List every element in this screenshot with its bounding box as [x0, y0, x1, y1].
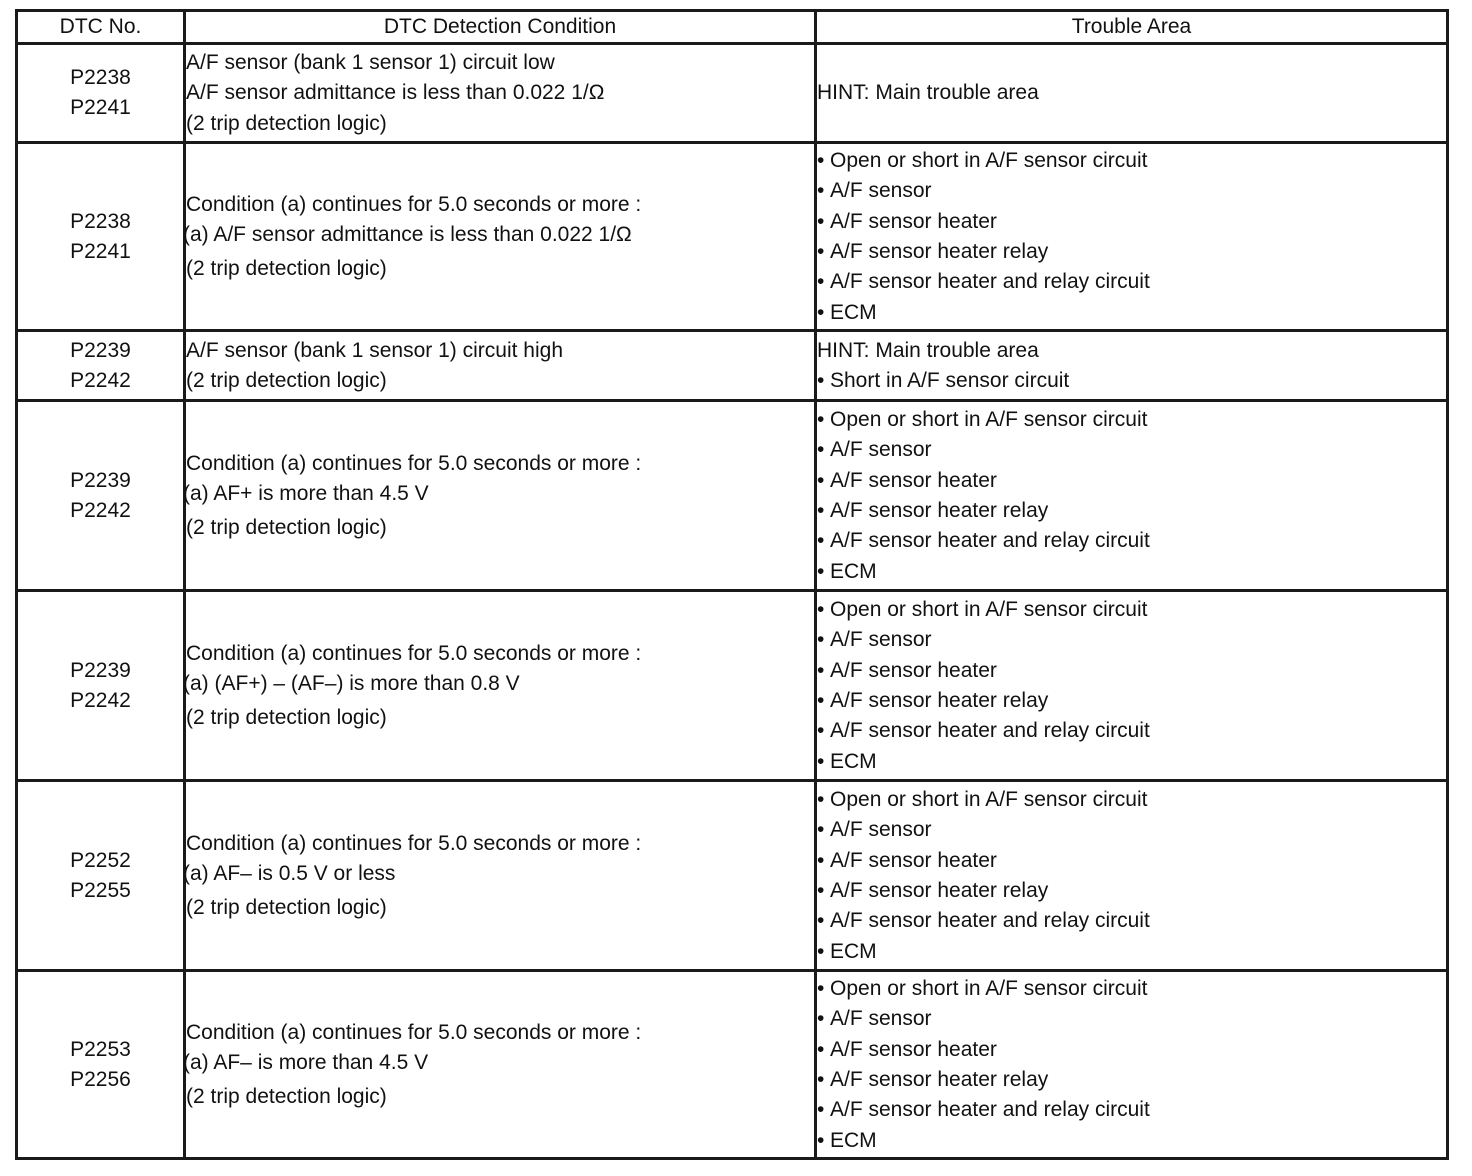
trouble-item: • A/F sensor heater [817, 1035, 1446, 1065]
trouble-area-cell [816, 781, 1448, 971]
bullet-icon: • [817, 688, 825, 712]
trouble-item: • A/F sensor [817, 435, 1446, 465]
bullet-icon: • [817, 368, 825, 392]
trouble-item: • A/F sensor heater relay [817, 686, 1446, 716]
dtc-code: P2239 [70, 338, 131, 362]
trouble-item: • A/F sensor heater relay [817, 1065, 1446, 1095]
header-dtc-no: DTC No. [17, 11, 185, 44]
table-row [17, 591, 1448, 781]
trouble-area-cell [816, 401, 1448, 591]
bullet-icon: • [817, 818, 825, 842]
trouble-item: • A/F sensor [817, 1004, 1446, 1034]
bullet-icon: • [817, 1098, 825, 1122]
dtc-codes-cell [17, 591, 185, 781]
table-row [17, 331, 1448, 401]
dtc-code: P2242 [70, 498, 131, 522]
condition-line: (2 trip detection logic) [186, 111, 387, 135]
table-row [17, 401, 1448, 591]
trouble-item: • ECM [817, 747, 1446, 777]
trouble-item: • A/F sensor heater and relay circuit [817, 906, 1446, 936]
trouble-item: • Open or short in A/F sensor circuit [817, 146, 1446, 176]
dtc-code: P2238 [70, 66, 131, 89]
table-row [17, 971, 1448, 1159]
bullet-icon: • [817, 658, 825, 682]
trouble-item: • A/F sensor heater relay [817, 496, 1446, 526]
bullet-icon: • [817, 1128, 825, 1152]
trouble-area-cell [816, 591, 1448, 781]
bullet-icon: • [817, 209, 825, 233]
condition-line: (a) A/F sensor admittance is less than 0.022 1/Ω [183, 223, 632, 247]
bullet-icon: • [817, 438, 825, 462]
trouble-item: • A/F sensor heater relay [817, 237, 1446, 267]
dtc-code: P2239 [70, 658, 131, 682]
dtc-code: P2255 [70, 878, 131, 902]
trouble-item: • A/F sensor heater [817, 846, 1446, 876]
header-trouble-area: Trouble Area [816, 11, 1448, 44]
dtc-code: P2256 [70, 1067, 131, 1091]
dtc-code: P2241 [70, 239, 131, 263]
trouble-item: • A/F sensor heater and relay circuit [817, 267, 1446, 297]
trouble-area-cell [816, 143, 1448, 331]
condition-line: (2 trip detection logic) [186, 515, 387, 539]
bullet-icon: • [817, 939, 825, 963]
bullet-icon: • [817, 909, 825, 933]
bullet-icon: • [817, 1067, 825, 1091]
condition-line: A/F sensor (bank 1 sensor 1) circuit low [186, 50, 555, 74]
dtc-code: P2252 [70, 848, 131, 872]
table-row [17, 143, 1448, 331]
bullet-icon: • [817, 749, 825, 773]
condition-line: (2 trip detection logic) [186, 1084, 387, 1108]
trouble-item: • A/F sensor heater [817, 656, 1446, 686]
detection-condition-cell [185, 331, 816, 401]
dtc-code: P2242 [70, 688, 131, 712]
table-row [17, 781, 1448, 971]
bullet-icon: • [817, 787, 825, 811]
condition-line: (2 trip detection logic) [186, 705, 387, 729]
detection-condition-cell [185, 781, 816, 971]
detection-condition-cell [185, 143, 816, 331]
trouble-item: • A/F sensor [817, 625, 1446, 655]
trouble-item: • A/F sensor heater and relay circuit [817, 1095, 1446, 1125]
condition-line: Condition (a) continues for 5.0 seconds or more : [186, 1020, 642, 1044]
trouble-item: • A/F sensor heater and relay circuit [817, 526, 1446, 556]
dtc-code: P2241 [70, 96, 131, 120]
dtc-codes-cell [17, 44, 185, 143]
header-detection-condition: DTC Detection Condition [185, 11, 816, 44]
dtc-code: P2253 [70, 1037, 131, 1061]
trouble-item: • A/F sensor [817, 176, 1446, 206]
bullet-icon: • [817, 239, 825, 263]
trouble-item: • Open or short in A/F sensor circuit [817, 405, 1446, 435]
trouble-area-cell [816, 44, 1448, 143]
condition-line: A/F sensor admittance is less than 0.022 1/Ω [186, 81, 605, 105]
trouble-item: • ECM [817, 937, 1446, 967]
bullet-icon: • [817, 597, 825, 621]
trouble-item: • Open or short in A/F sensor circuit [817, 595, 1446, 625]
bullet-icon: • [817, 407, 825, 431]
condition-line: (2 trip detection logic) [186, 368, 387, 392]
trouble-item: • ECM [817, 557, 1446, 587]
dtc-code: P2239 [70, 468, 131, 492]
bullet-icon: • [817, 468, 825, 492]
detection-condition-cell [185, 971, 816, 1159]
dtc-codes-cell [17, 401, 185, 591]
trouble-area-cell [816, 971, 1448, 1159]
dtc-codes-cell [17, 971, 185, 1159]
trouble-item: • A/F sensor heater relay [817, 876, 1446, 906]
trouble-item: • ECM [817, 1126, 1446, 1156]
bullet-icon: • [817, 878, 825, 902]
bullet-icon: • [817, 270, 825, 294]
condition-line: (a) AF+ is more than 4.5 V [183, 482, 429, 506]
condition-line: Condition (a) continues for 5.0 seconds or more : [186, 641, 642, 665]
bullet-icon: • [817, 179, 825, 203]
bullet-icon: • [817, 300, 825, 324]
bullet-icon: • [817, 1007, 825, 1031]
detection-condition-cell [185, 591, 816, 781]
detection-condition-cell [185, 401, 816, 591]
table-header-row [17, 11, 1448, 44]
bullet-icon: • [817, 1037, 825, 1061]
trouble-item: • A/F sensor [817, 815, 1446, 845]
bullet-icon: • [817, 848, 825, 872]
bullet-icon: • [817, 719, 825, 743]
detection-condition-cell [185, 44, 816, 143]
trouble-item: • Short in A/F sensor circuit [817, 366, 1446, 396]
bullet-icon: • [817, 498, 825, 522]
table-row [17, 44, 1448, 143]
dtc-codes-cell [17, 781, 185, 971]
trouble-item: • ECM [817, 298, 1446, 328]
dtc-code: P2238 [70, 209, 131, 233]
dtc-table [15, 9, 1449, 1160]
bullet-icon: • [817, 628, 825, 652]
condition-line: (a) AF– is 0.5 V or less [183, 862, 396, 886]
condition-line: (2 trip detection logic) [186, 256, 387, 280]
condition-line: (2 trip detection logic) [186, 895, 387, 919]
condition-line: Condition (a) continues for 5.0 seconds or more : [186, 451, 642, 475]
hint-text: HINT: Main trouble area [817, 338, 1039, 362]
bullet-icon: • [817, 529, 825, 553]
condition-line: (a) (AF+) – (AF–) is more than 0.8 V [183, 672, 520, 696]
trouble-item: • A/F sensor heater [817, 466, 1446, 496]
condition-line: A/F sensor (bank 1 sensor 1) circuit high [186, 338, 563, 362]
hint-text: HINT: Main trouble area [817, 81, 1039, 105]
condition-line: Condition (a) continues for 5.0 seconds or more : [186, 192, 642, 216]
bullet-icon: • [817, 559, 825, 583]
trouble-item: • A/F sensor heater and relay circuit [817, 716, 1446, 746]
trouble-item: • A/F sensor heater [817, 207, 1446, 237]
trouble-item: • Open or short in A/F sensor circuit [817, 785, 1446, 815]
dtc-code: P2242 [70, 368, 131, 392]
trouble-item: • Open or short in A/F sensor circuit [817, 974, 1446, 1004]
dtc-codes-cell [17, 331, 185, 401]
condition-line: (a) AF– is more than 4.5 V [183, 1051, 429, 1075]
condition-line: Condition (a) continues for 5.0 seconds or more : [186, 831, 642, 855]
bullet-icon: • [817, 976, 825, 1000]
bullet-icon: • [817, 148, 825, 172]
dtc-codes-cell [17, 143, 185, 331]
trouble-area-cell [816, 331, 1448, 401]
